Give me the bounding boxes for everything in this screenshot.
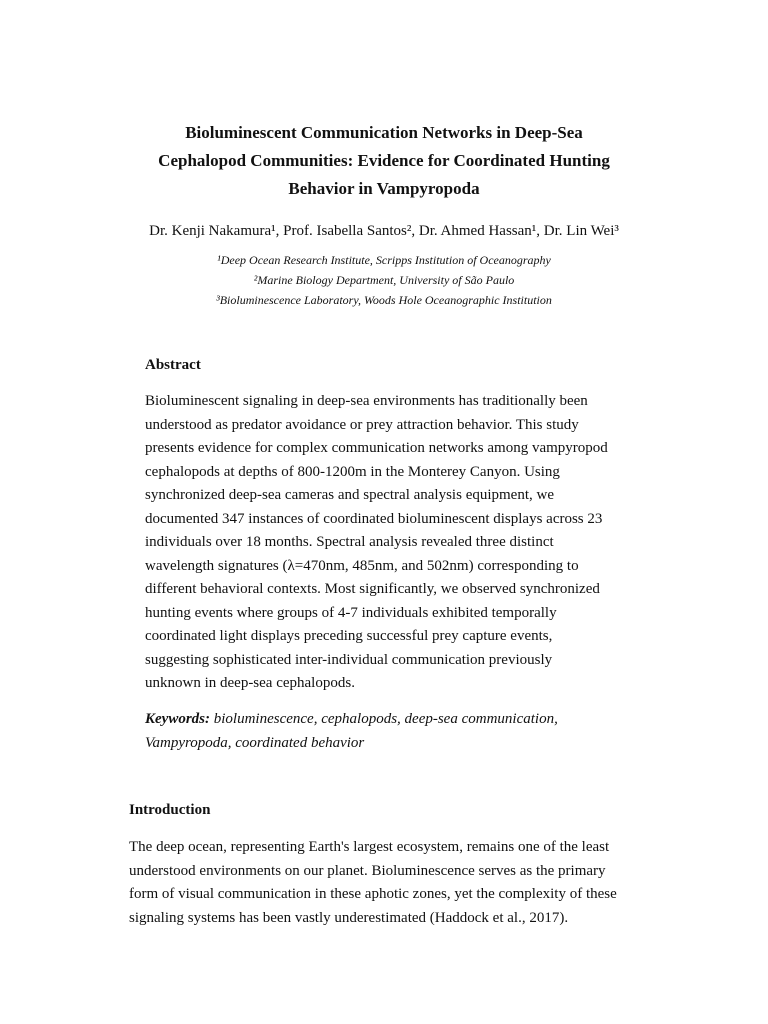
abstract-line: cephalopods at depths of 800-1200m in the Monterey Canyon. Using: [145, 463, 560, 480]
title-line-2: Cephalopod Communities: Evidence for Coordinated Hunting: [158, 151, 610, 170]
keywords-label: Keywords:: [145, 711, 210, 727]
affiliation-3: ³Bioluminescence Laboratory, Woods Hole Oceanographic Institution: [216, 293, 552, 307]
abstract-line: unknown in deep-sea cephalopods.: [145, 675, 355, 691]
keywords-text-2: Vampyropoda, coordinated behavior: [145, 734, 365, 751]
author-list: Dr. Kenji Nakamura¹, Prof. Isabella Santos², Dr. Ahmed Hassan¹, Dr. Lin Wei³: [149, 223, 619, 239]
abstract-line: presents evidence for complex communication networks among vampyropod: [145, 440, 608, 456]
introduction-line: The deep ocean, representing Earth's largest ecosystem, remains one of the least: [129, 839, 610, 855]
abstract-line: coordinated light displays preceding successful prey capture events,: [145, 628, 553, 644]
affiliation-1: ¹Deep Ocean Research Institute, Scripps Institution of Oceanography: [217, 253, 551, 267]
abstract-text: [145, 390, 625, 696]
keywords-line-1: [145, 708, 625, 732]
abstract-heading: Abstract: [145, 357, 201, 373]
introduction-heading: Introduction: [129, 802, 211, 818]
abstract-line: wavelength signatures (λ=470nm, 485nm, and 502nm) corresponding to: [145, 557, 579, 574]
paper-title: [100, 119, 668, 203]
abstract-line: Bioluminescent signaling in deep-sea environments has traditionally been: [145, 393, 588, 409]
abstract-line: hunting events where groups of 4-7 individuals exhibited temporally: [145, 604, 557, 621]
abstract-line: understood as predator avoidance or prey attraction behavior. This study: [145, 416, 579, 433]
introduction-line: signaling systems has been vastly underestimated (Haddock et al., 2017).: [129, 909, 569, 926]
introduction-text: [129, 836, 649, 930]
abstract-line: synchronized deep-sea cameras and spectral analysis equipment, we: [145, 487, 554, 503]
keywords-block: [145, 708, 625, 755]
affiliation-list: [100, 250, 668, 310]
keywords-text-1: bioluminescence, cephalopods, deep-sea communication,: [213, 711, 558, 727]
title-line-1: Bioluminescent Communication Networks in Deep-Sea: [185, 123, 583, 142]
affiliation-2: ²Marine Biology Department, University of São Paulo: [253, 273, 515, 287]
introduction-line: understood environments on our planet. Bioluminescence serves as the primary: [129, 862, 606, 879]
title-line-3: Behavior in Vampyropoda: [288, 179, 480, 198]
abstract-line: different behavioral contexts. Most significantly, we observed synchronized: [145, 581, 600, 597]
abstract-line: suggesting sophisticated inter-individual communication previously: [145, 651, 553, 668]
abstract-line: individuals over 18 months. Spectral analysis revealed three distinct: [145, 534, 554, 550]
abstract-line: documented 347 instances of coordinated bioluminescent displays across 23: [145, 510, 603, 527]
introduction-line: form of visual communication in these aphotic zones, yet the complexity of these: [129, 886, 617, 902]
